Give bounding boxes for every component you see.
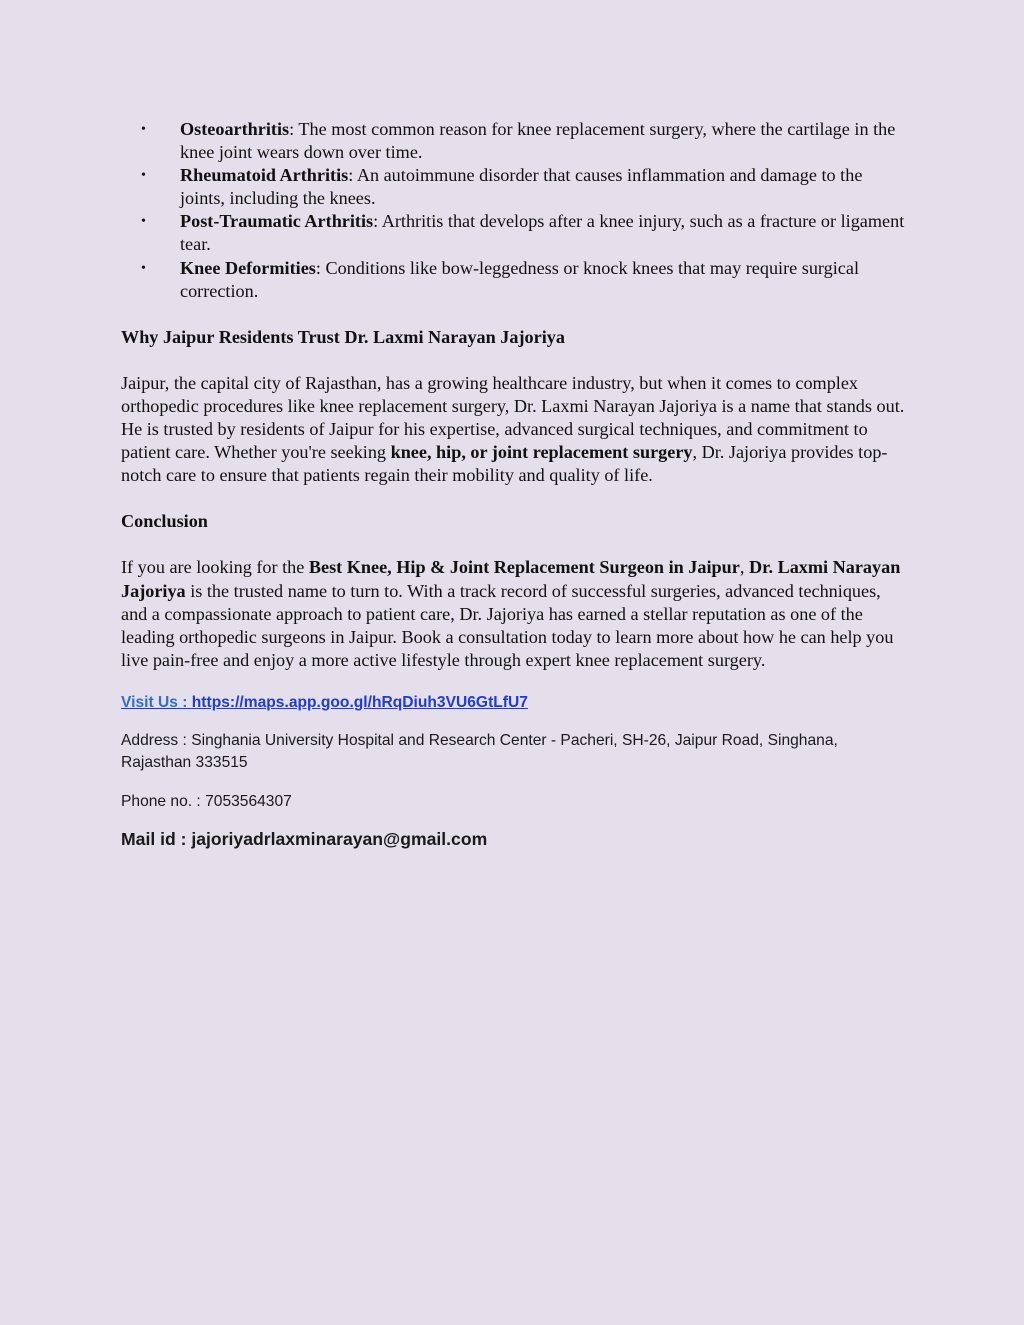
conditions-list [121, 118, 911, 303]
trust-bold-1: knee, hip, or joint replacement surgery [390, 442, 693, 463]
condition-term: Osteoarthritis [180, 119, 290, 139]
trust-heading: Why Jaipur Residents Trust Dr. Laxmi Narayan Jajoriya [121, 326, 565, 347]
condition-description: : An autoimmune disorder that causes inflammation and damage to the joints, including the knees. [180, 165, 863, 209]
trust-text-2: , Dr. Jajoriya provides top-notch care to ensure that patients regain their mobility and quality of life. [121, 442, 888, 486]
conclusion-heading: Conclusion [121, 511, 208, 532]
phone-text: Phone no. : 7053564307 [121, 792, 292, 810]
trust-text-1: Jaipur, the capital city of Rajasthan, has a growing healthcare industry, but when it comes to complex orthopedic procedures like knee replacement surgery, Dr. Laxmi Narayan Jajoriya is a name that stands out. He is trusted by residents of Jaipur for his expertise, advanced surgical techniques, and commitment to patient care. Whether you're seeking [121, 372, 905, 463]
document-page [121, 118, 911, 850]
mail-text: Mail id : jajoriyadrlaxminarayan@gmail.com [121, 828, 488, 849]
list-item [121, 210, 911, 256]
bullet-icon: • [141, 260, 146, 276]
list-item [121, 257, 911, 303]
visit-label: Visit Us : [121, 693, 192, 711]
bullet-icon: • [141, 214, 146, 230]
list-item [121, 118, 911, 164]
bullet-icon: • [141, 168, 146, 184]
visit-url: https://maps.app.goo.gl/hRqDiuh3VU6GtLfU7 [191, 693, 528, 711]
condition-description: : Conditions like bow-leggedness or knock knees that may require surgical correction. [180, 257, 860, 301]
conclusion-bold-2: Dr. Laxmi Narayan Jajoriya [121, 557, 901, 601]
address-text: Address : Singhania University Hospital and Research Center - Pacheri, SH-26, Jaipur Road, Singhana, Rajasthan 333515 [121, 731, 838, 771]
condition-term: Knee Deformities [180, 257, 316, 278]
conclusion-bold-1: Best Knee, Hip & Joint Replacement Surgeon in Jaipur [308, 557, 740, 578]
conclusion-paragraph [121, 556, 911, 671]
condition-term: Post-Traumatic Arthritis [180, 211, 374, 232]
visit-line [121, 693, 911, 713]
list-item [121, 164, 911, 210]
condition-description: : The most common reason for knee replacement surgery, where the cartilage in the knee joint wears down over time. [180, 119, 896, 163]
trust-paragraph [121, 372, 911, 487]
visit-link[interactable] [121, 694, 528, 711]
conclusion-text-2: , [739, 557, 749, 578]
condition-description: : Arthritis that develops after a knee injury, such as a fracture or ligament tear. [180, 211, 905, 255]
bullet-icon: • [141, 122, 146, 137]
conclusion-text-3: is the trusted name to turn to. With a track record of successful surgeries, advanced techniques, and a compassionate approach to patient care, Dr. Jajoriya has earned a stellar reputation as one of the leading orthopedic surgeons in Jaipur. Book a consultation today to learn more about how he can help you live pain-free and enjoy a more active lifestyle through expert knee replacement surgery. [121, 580, 894, 670]
condition-term: Rheumatoid Arthritis [180, 165, 349, 186]
conclusion-text-1: If you are looking for the [121, 557, 309, 578]
